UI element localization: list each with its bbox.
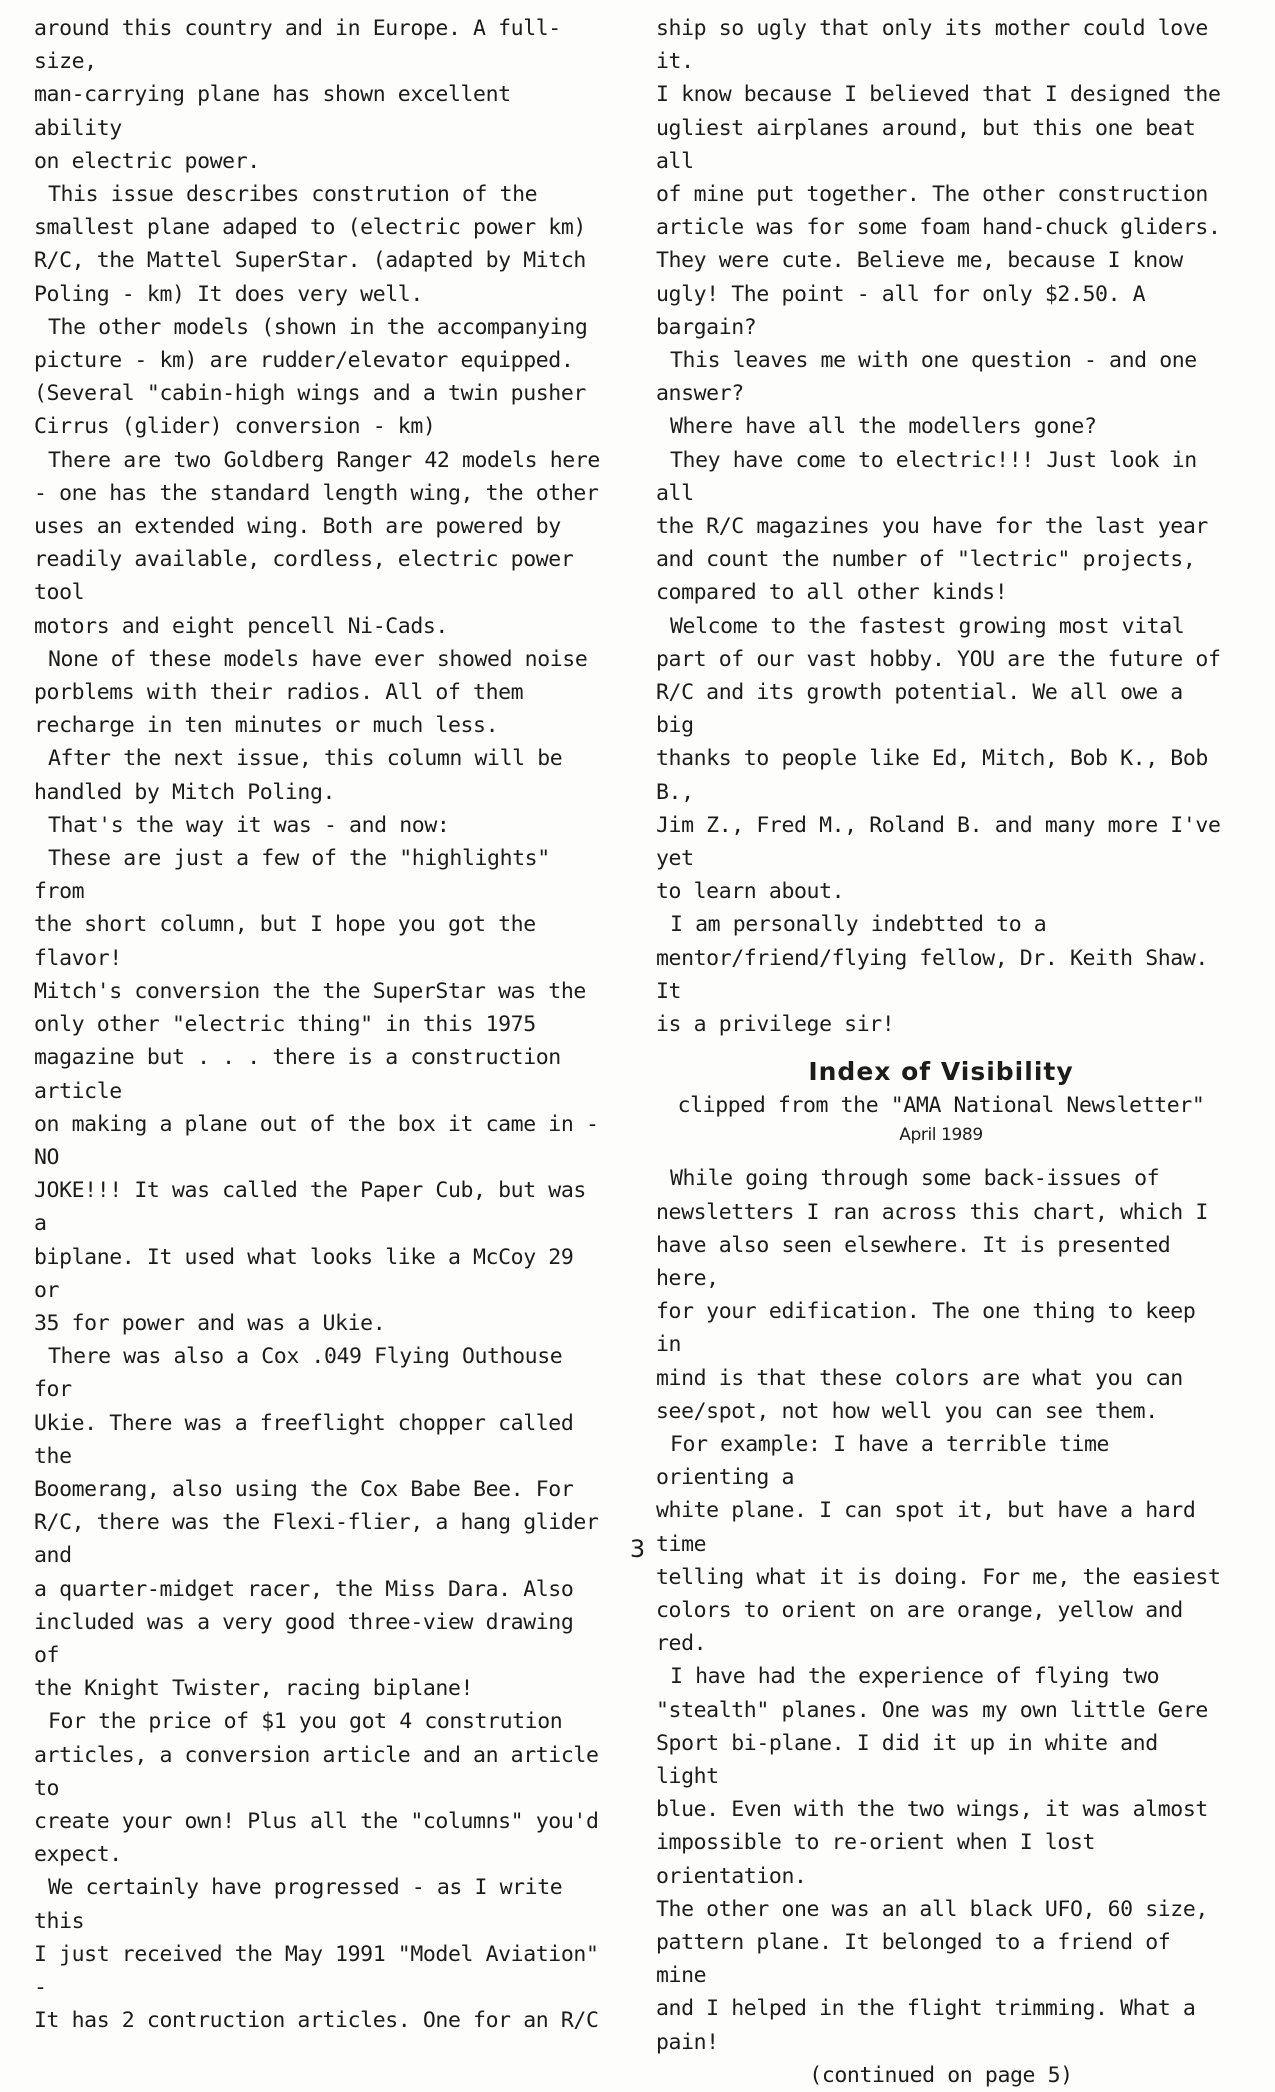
paragraph: Where have all the modellers gone? [670, 414, 1097, 440]
paragraph: This leaves me with one question - and one answer? [656, 348, 1197, 407]
paragraph: They have come to electric!!! Just look in all the R/C magazines you have for the last year and count the number of "lectric" projects, compared to all other kinds! [656, 447, 1208, 606]
continued-note: (continued on page 5) [809, 2062, 1073, 2088]
section-subtitle: clipped from the "AMA National Newsletter" [677, 1093, 1205, 1119]
page-number: 3 [629, 1535, 646, 1563]
paragraph: This issue describes constrution of the smallest plane adaped to (electric power km) R/C, the Mattel SuperStar. (adapted by Mitch Poling - km) It does very well. [34, 182, 586, 307]
section-title: Index of Visibility [808, 1057, 1074, 1087]
paragraph: I am personally indebtted to a mentor/friend/flying fellow, Dr. Keith Shaw. It is a privilege sir! [656, 912, 1208, 1038]
paragraph: None of these models have ever showed noise porblems with their radios. All of them recharge in ten minutes or much less. [34, 646, 588, 739]
section-date: April 1989 [899, 1125, 983, 1146]
paragraph: These are just a few of the "highlights" from the short column, but I hope you got the flavor! Mitch's conversion the the SuperStar was the only other "electric thing" in this 1975 magazine but . . . there is a construction article on making a plane out of the box it came in - NO JOKE!!! It was called the Paper Cub, but was a biplane. It used what looks like a McCoy 29 or 35 for power and was a Ukie. [34, 846, 599, 1336]
paragraph: The other models (shown in the accompanying picture - km) are rudder/elevator equipped. (Several "cabin-high wings and a twin pusher Cirrus (glider) conversion - km) [34, 314, 588, 440]
paragraph: around this country and in Europe. A full-size, man-carrying plane has shown excellent ability on electric power. [34, 16, 561, 174]
paragraph: While going through some back-issues of newsletters I ran across this chart, which I have also seen elsewhere. It is presented here, for your edification. The one thing to keep in mind is that these colors are what you can see/spot, not how well you can see them. [656, 1166, 1208, 1424]
paragraph: We certainly have progressed - as I write this I just received the May 1991 "Model Aviation" - It has 2 contruction articles. One for an R/C [34, 1875, 599, 2034]
right-column [656, 12, 1226, 2092]
paragraph: There are two Goldberg Ranger 42 models here - one has the standard length wing, the other uses an extended wing. Both are powered by readily available, cordless, electric power tool motors and eight pencell Ni-Cads. [34, 447, 600, 639]
paragraph: After the next issue, this column will be handled by Mitch Poling. [34, 746, 563, 805]
paragraph: Welcome to the fastest growing most vital part of our vast hobby. YOU are the future of R/C and its growth potential. We all owe a big thanks to people like Ed, Mitch, Bob K., Bob B., Jim Z., Fred M., Roland B. and many more I've yet to learn about. [656, 613, 1221, 905]
paragraph: There was also a Cox .049 Flying Outhouse for Ukie. There was a freeflight chopper called the Boomerang, also using the Cox Babe Bee. For R/C, there was the Flexi-flier, a hang glider and a quarter-midget racer, the Miss Dara. Also included was a very good three-view drawing of the Knight Twister, racing biplane! [34, 1344, 599, 1702]
paragraph: For the price of $1 you got 4 constrution articles, a conversion article and an article to create your own! Plus all the "columns" you'd expect. [34, 1709, 599, 1868]
paragraph: For example: I have a terrible time orienting a white plane. I can spot it, but have a hard time telling what it is doing. For me, the easiest colors to orient on are orange, yellow and red. [656, 1431, 1221, 1657]
left-column [34, 12, 609, 2037]
paragraph: I have had the experience of flying two "stealth" planes. One was my own little Gere Sport bi-plane. I did it up in white and light blue. Even with the two wings, it was almost impossible to re-orient when I lost orientation. The other one was an all black UFO, 60 size, pattern plane. It belonged to a friend of mine and I helped in the flight trimming. What a pain! [656, 1664, 1208, 2055]
paragraph: ship so ugly that only its mother could love it. I know because I believed that I designed the ugliest airplanes around, but this one beat all of mine put together. The other construction article was for some foam hand-chuck gliders. They were cute. Believe me, because I know ugly! The point - all for only $2.50. A bargain? [656, 16, 1221, 340]
paragraph: That's the way it was - and now: [48, 812, 450, 838]
